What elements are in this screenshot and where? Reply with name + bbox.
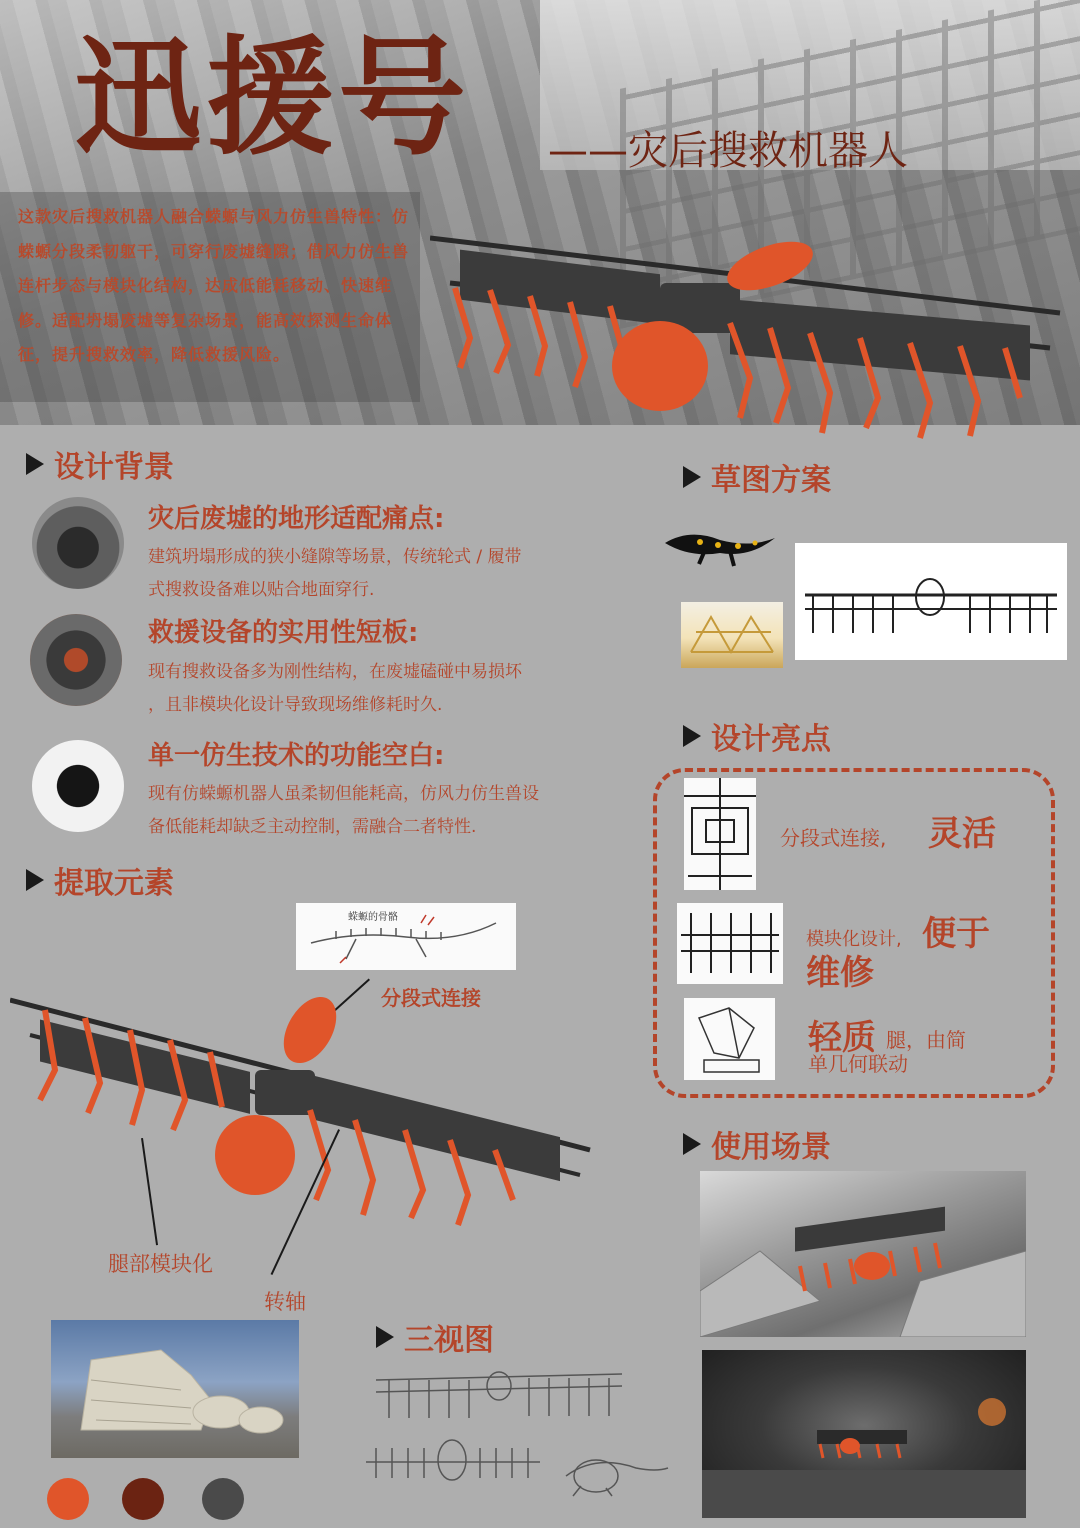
- pain-desc-1a: 建筑坍塌形成的狭小缝隙等场景，传统轮式 / 履带: [148, 547, 522, 567]
- section-title: 使用场景: [711, 1130, 831, 1165]
- highlight-2-big-2: 维修: [806, 953, 874, 993]
- triangle-bullet-icon: [376, 1326, 394, 1348]
- robot-dog-photo: [32, 740, 124, 832]
- scene-photo-rubble: [700, 1171, 1026, 1337]
- pain-desc-2a: 现有搜救设备多为刚性结构，在废墟磕碰中易损坏: [148, 662, 522, 682]
- highlight-2-small: 模块化设计,: [806, 929, 902, 950]
- section-title: 草图方案: [711, 463, 831, 498]
- triangle-bullet-icon: [26, 453, 44, 475]
- highlight-3-small-2: 单几何联动: [808, 1052, 908, 1076]
- front-view-drawing: [374, 1366, 624, 1428]
- axis-label: 转轴: [264, 1290, 306, 1314]
- section-title: 设计背景: [54, 450, 174, 485]
- wind-beast-photo: [51, 1320, 299, 1458]
- hero-robot-render: [430, 228, 1070, 453]
- leg-linkage-diagram: [684, 998, 775, 1080]
- highlight-3-big: 轻质: [808, 1018, 876, 1058]
- pain-desc-3a: 现有仿蝾螈机器人虽柔韧但能耗高，仿风力仿生兽设: [148, 784, 539, 804]
- pain-title-1: 灾后废墟的地形适配痛点:: [148, 504, 445, 534]
- side-view-drawing: [556, 1446, 672, 1498]
- section-title: 提取元素: [54, 866, 174, 901]
- color-swatch-brown: [122, 1478, 164, 1520]
- joint-diagram: [684, 778, 756, 890]
- highlight-1-small: 分段式连接,: [780, 826, 887, 850]
- section-title: 三视图: [404, 1323, 494, 1358]
- pain-desc-2b: ，且非模块化设计导致现场维修耗时久.: [148, 695, 443, 715]
- color-swatch-orange: [47, 1478, 89, 1520]
- segment-connection-label: 分段式连接: [381, 986, 481, 1010]
- section-title: 设计亮点: [711, 722, 831, 757]
- highlight-3-small-1: 腿，由简: [886, 1028, 966, 1052]
- skeleton-image: [296, 903, 516, 970]
- pain-title-2: 救援设备的实用性短板:: [148, 618, 419, 648]
- section-sketch: [683, 455, 831, 499]
- triangle-bullet-icon: [683, 1133, 701, 1155]
- section-three-views: [376, 1315, 494, 1359]
- robot-graphic: [10, 990, 595, 1230]
- salamander-photo: [660, 518, 780, 573]
- section-highlights: [683, 714, 831, 758]
- intro-text: 这款灾后搜救机器人融合蝾螈与风力仿生兽特性：仿蝾螈分段柔韧躯干，可穿行废墟缝隙；借风力仿生兽连杆步态与模块化结构，达成低能耗移动、快速维修。适配坍塌废墟等复杂场景，能高效探测生命体征，提升搜救效率，降低救援风险。: [18, 207, 410, 364]
- leg-module-label: 腿部模块化: [108, 1252, 213, 1276]
- section-design-background: [26, 442, 174, 486]
- skeleton-caption: 蝾螈的骨骼: [348, 912, 398, 923]
- pain-desc-3b: 备低能耗却缺乏主动控制，需融合二者特性.: [148, 817, 477, 837]
- triangle-bullet-icon: [683, 466, 701, 488]
- page-subtitle: ——灾后搜救机器人: [548, 128, 908, 174]
- page-title: 迅援号: [74, 23, 471, 173]
- intro-box: [0, 192, 420, 402]
- pain-desc-1b: 式搜救设备难以贴合地面穿行.: [148, 580, 375, 600]
- module-diagram: [677, 903, 783, 984]
- strandbeest-photo: [681, 602, 783, 668]
- triangle-bullet-icon: [26, 869, 44, 891]
- section-scenes: [683, 1122, 831, 1166]
- rescue-device-photo: [30, 614, 122, 706]
- pain-title-3: 单一仿生技术的功能空白:: [148, 741, 445, 771]
- highlight-1-big: 灵活: [928, 814, 996, 854]
- sketch-drawing: [795, 543, 1067, 660]
- section-elements: [26, 858, 174, 902]
- highlight-2-big-1: 便于: [922, 914, 990, 954]
- color-swatch-gray: [202, 1478, 244, 1520]
- triangle-bullet-icon: [683, 725, 701, 747]
- exploded-robot-render: [10, 990, 595, 1230]
- ruin-photo-1: [32, 497, 124, 589]
- scene-photo-tunnel: [702, 1350, 1026, 1518]
- top-view-drawing: [364, 1438, 542, 1488]
- robot-graphic: [430, 228, 1070, 453]
